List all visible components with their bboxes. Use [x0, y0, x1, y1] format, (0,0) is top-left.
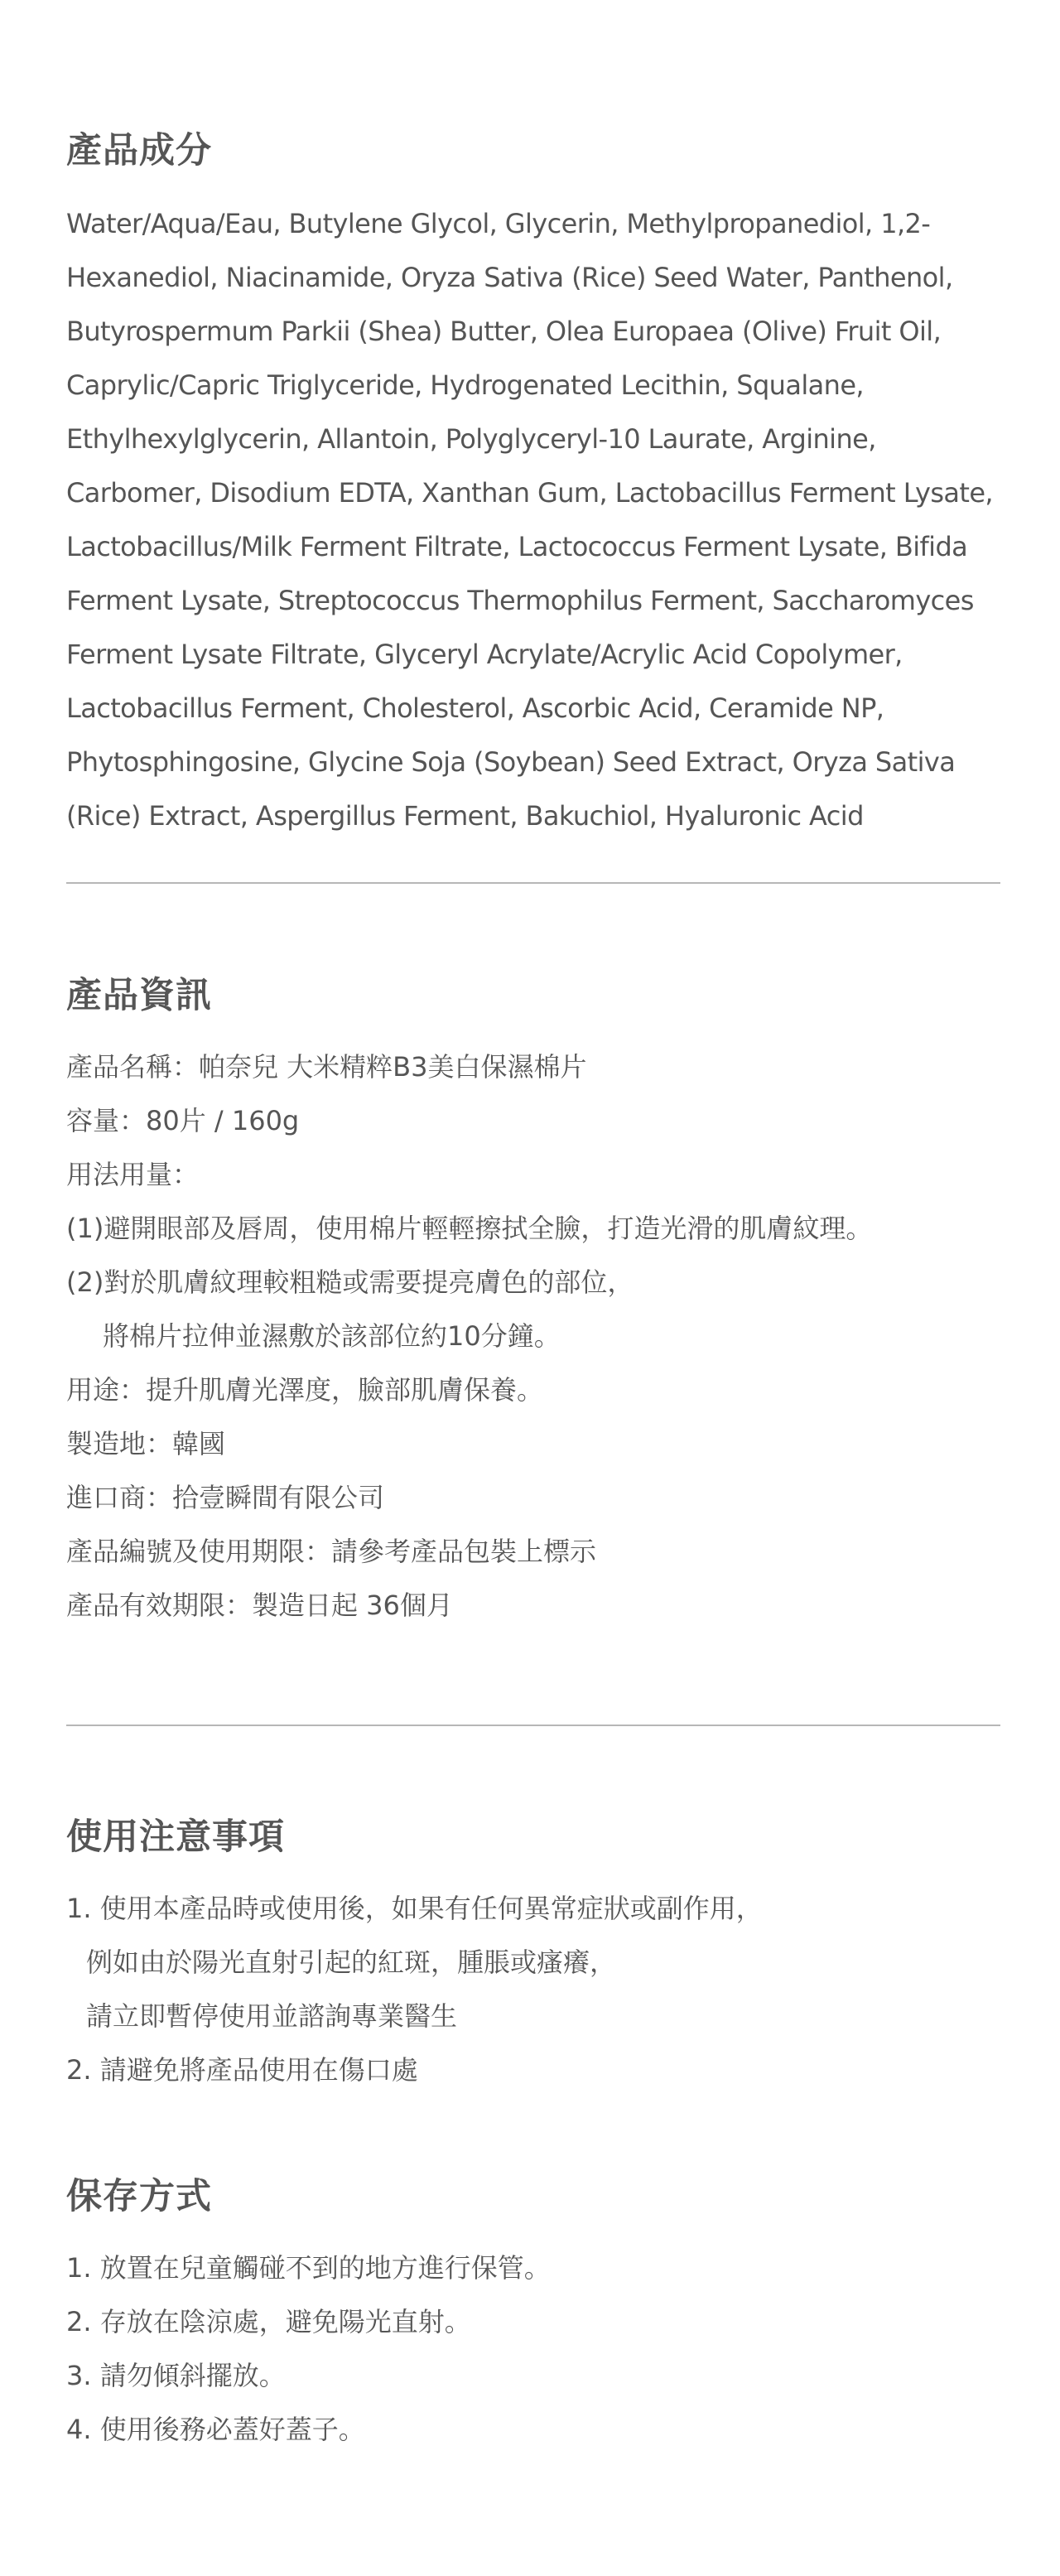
purpose-line: 用途：提升肌膚光澤度，臉部肌膚保養。 [66, 1374, 544, 1406]
storage-list [66, 2241, 1002, 2457]
ingredients-text: Water/Aqua/Eau, Butylene Glycol, Glycerin, Methylpropanediol, 1,2-Hexanediol, Niacinamide, Oryza Sativa (Rice) Seed Water, Panthenol, Butyrospermum Parkii (Shea) Butter, Olea Europaea (Olive) Fruit Oil, Caprylic/Capric Triglyceride, Hydrogenated Lecithin, Squalane, Ethylhexylglycerin, Allantoin, Polyglyceryl-10 Laurate, Arginine, Carbomer, Disodium EDTA, Xanthan Gum, Lactobacillus Ferment Lysate, Lactobacillus/Milk Ferment Filtrate, Lactococcus Ferment Lysate, Bifida Ferment Lysate, Streptococcus Thermophilus Ferment, Saccharomyces Ferment Lysate Filtrate, Glyceryl Acrylate/Acrylic Acid Copolymer, Lactobacillus Ferment, Cholesterol, Ascorbic Acid, Ceramide NP, Phytosphingosine, Glycine Soja (Soybean) Seed Extract, Oryza Sativa (Rice) Extract, Aspergillus Ferment, Bakuchiol, Hyaluronic Acid [66, 208, 994, 832]
usage-step-2-continued: 將棉片拉伸並濕敷於該部位約10分鐘。 [103, 1320, 561, 1352]
ingredients-title: 產品成分 [66, 130, 212, 171]
precautions-title: 使用注意事項 [66, 1816, 285, 1858]
storage-item-2: 2. 存放在陰涼處，避免陽光直射。 [66, 2306, 471, 2337]
product-info-section [66, 971, 1002, 1633]
usage-step-2: (2)對於肌膚紋理較粗糙或需要提亮膚色的部位， [66, 1266, 634, 1298]
section-divider [66, 1725, 1000, 1726]
shelf-life-line: 產品有效期限：製造日起 36個月 [66, 1589, 453, 1621]
storage-title: 保存方式 [66, 2176, 212, 2217]
batch-number-line: 產品編號及使用期限：請參考產品包裝上標示 [66, 1536, 597, 1567]
storage-item-1: 1. 放置在兒童觸碰不到的地方進行保管。 [66, 2252, 551, 2284]
product-name-line: 產品名稱：帕奈兒 大米精粹B3美白保濕棉片 [66, 1051, 587, 1083]
precaution-item-1-continued: 請立即暫停使用並諮詢專業醫生 [86, 2000, 458, 2032]
section-divider [66, 882, 1000, 884]
precautions-list [66, 1882, 1002, 2097]
precaution-item-1: 1. 使用本產品時或使用後，如果有任何異常症狀或副作用， [66, 1893, 763, 1924]
storage-item-3: 3. 請勿傾斜擺放。 [66, 2360, 286, 2391]
importer-line: 進口商：拾壹瞬間有限公司 [66, 1482, 385, 1513]
usage-heading-line: 用法用量： [66, 1159, 200, 1190]
storage-item-4: 4. 使用後務必蓋好蓋子。 [66, 2414, 365, 2445]
precaution-item-1-continued: 例如由於陽光直射引起的紅斑，腫脹或瘙癢， [86, 1946, 617, 1978]
product-info-list [66, 1040, 1002, 1633]
product-info-title: 產品資訊 [66, 975, 212, 1016]
precautions-section [66, 1812, 1002, 2097]
precaution-item-2: 2. 請避免將產品使用在傷口處 [66, 2054, 418, 2086]
ingredients-section [66, 126, 1002, 843]
capacity-line: 容量：80片 / 160g [66, 1105, 300, 1136]
storage-section [66, 2172, 1002, 2457]
origin-line: 製造地：韓國 [66, 1428, 226, 1459]
usage-step-1: (1)避開眼部及唇周，使用棉片輕輕擦拭全臉，打造光滑的肌膚紋理。 [66, 1213, 873, 1244]
